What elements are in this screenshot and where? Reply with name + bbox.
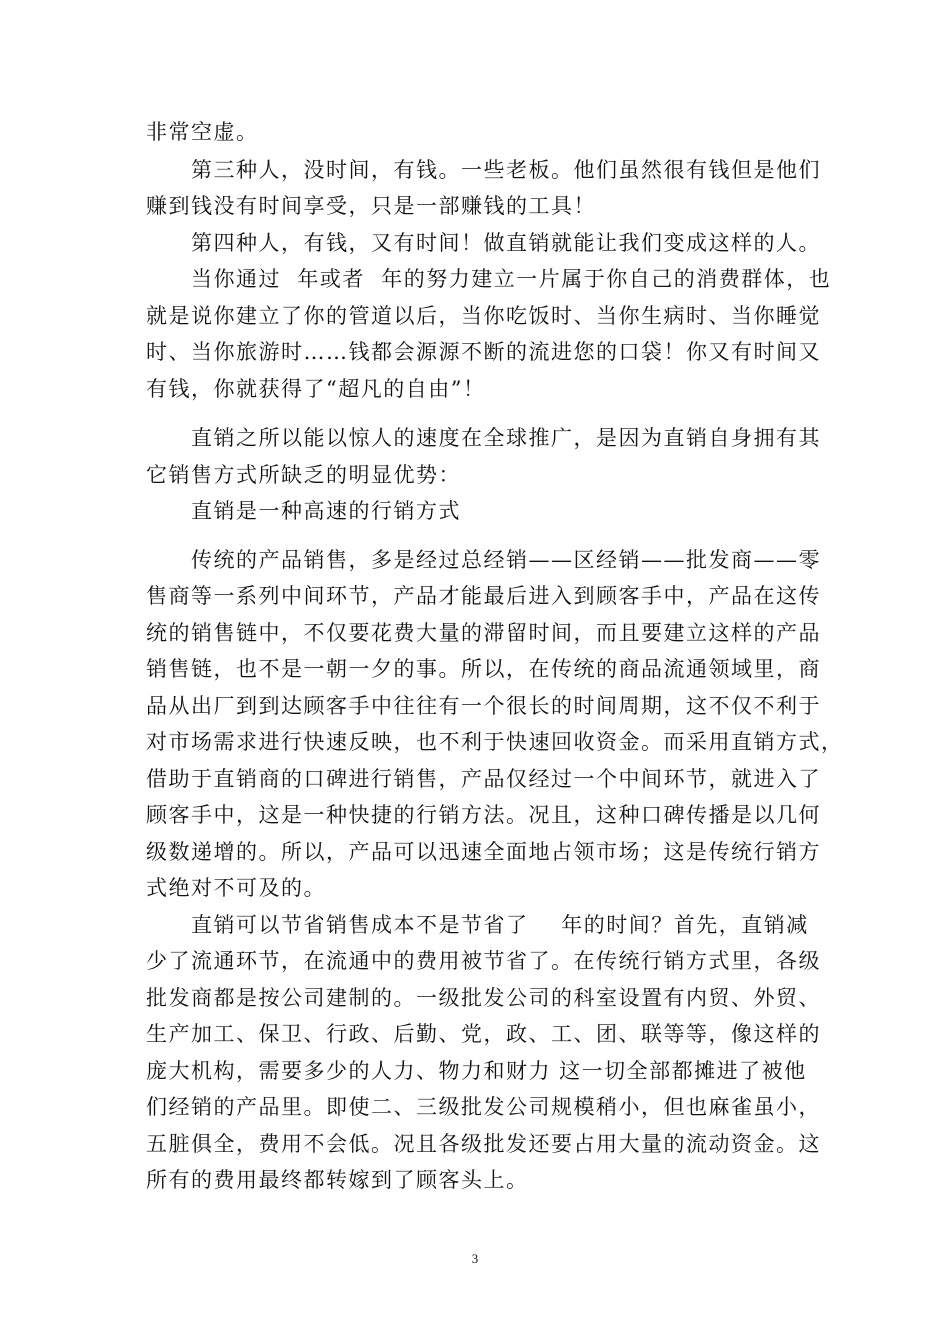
text-line: 对市场需求进行快速反映，也不利于快速回收资金。而采用直销方式，: [146, 730, 844, 754]
text-line: 少了流通环节，在流通中的费用被节省了。在传统行销方式里，各级: [146, 949, 821, 973]
text-line: 统的销售链中，不仅要花费大量的滞留时间，而且要建立这样的产品: [146, 621, 821, 645]
text-line: 当你通过 年或者 年的努力建立一片属于你自己的消费群体，也: [146, 267, 832, 291]
text-line: 售商等一系列中间环节，产品才能最后进入到顾客手中，产品在这传: [146, 584, 821, 608]
text-line: 非常空虚。: [146, 120, 259, 144]
text-line: 直销可以节省销售成本不是节省了 年的时间？首先，直销减: [146, 913, 809, 937]
section-heading: 直销是一种高速的行销方式: [146, 499, 461, 523]
text-line: 生产加工、保卫、行政、后勤、党，政、工、团、联等等，像这样的: [146, 1022, 821, 1046]
text-line: 们经销的产品里。即使二、三级批发公司规模稍小，但也麻雀虽小，: [146, 1095, 821, 1119]
text-line: 级数递增的。所以，产品可以迅速全面地占领市场；这是传统行销方: [146, 840, 821, 864]
text-line: 就是说你建立了你的管道以后，当你吃饭时、当你生病时、当你睡觉: [146, 304, 821, 328]
text-line: 传统的产品销售，多是经过总经销——区经销——批发商——零: [146, 548, 821, 572]
text-line: 赚到钱没有时间享受，只是一部赚钱的工具！: [146, 194, 596, 218]
text-line: 直销之所以能以惊人的速度在全球推广，是因为直销自身拥有其: [146, 426, 821, 450]
text-line: 销售链，也不是一朝一夕的事。所以，在传统的商品流通领域里，商: [146, 657, 821, 681]
text-line: 它销售方式所缺乏的明显优势：: [146, 463, 461, 487]
text-line: 有钱，你就获得了“超凡的自由”！: [146, 377, 486, 401]
text-line: 所有的费用最终都转嫁到了顾客头上。: [146, 1168, 529, 1192]
text-line: 批发商都是按公司建制的。一级批发公司的科室设置有内贸、外贸、: [146, 986, 821, 1010]
text-line: 借助于直销商的口碑进行销售，产品仅经过一个中间环节，就进入了: [146, 767, 821, 791]
text-line: 式绝对不可及的。: [146, 876, 326, 900]
text-line: 顾客手中，这是一种快捷的行销方法。况且，这种口碑传播是以几何: [146, 803, 821, 827]
text-line: 第三种人，没时间，有钱。一些老板。他们虽然很有钱但是他们: [146, 158, 821, 182]
text-line: 时、当你旅游时……钱都会源源不断的流进您的口袋！你又有时间又: [146, 340, 821, 364]
page-number: 3: [471, 1251, 479, 1266]
text-line: 五脏俱全，费用不会低。况且各级批发还要占用大量的流动资金。这: [146, 1132, 821, 1156]
text-line: 庞大机构，需要多少的人力、物力和财力 这一切全部都摊进了被他: [146, 1059, 807, 1083]
text-line: 第四种人，有钱，又有时间！做直销就能让我们变成这样的人。: [146, 231, 821, 255]
text-line: 品从出厂到到达顾客手中往往有一个很长的时间周期，这不仅不利于: [146, 694, 821, 718]
